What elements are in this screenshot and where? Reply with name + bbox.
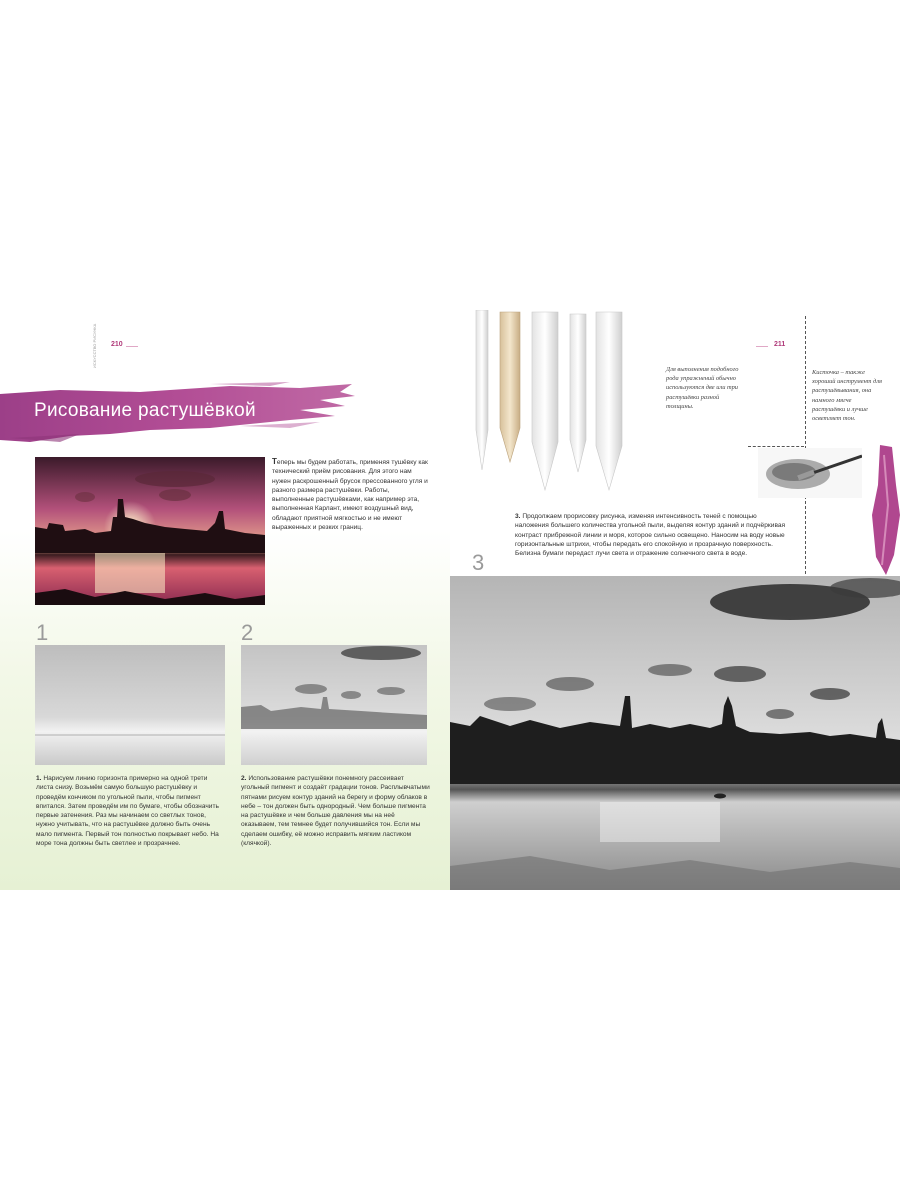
step-1-body: Нарисуем линию горизонта примерно на одной трети листа снизу. Возьмём самую большую растушёвку и проведём кончиком по угольной пыли, чтобы пигмент впитался. Затем проведём им по бумаге, чтобы обозначить первые затенения. Раз мы начинаем со светлых тонов, нужно учитывать, что на растушёвке должно быть очень мало пигмента. Первый тон полностью покрывает небо. На море тона должны быть светлее и прозрачнее. [36, 775, 219, 848]
step-1-number: 1 [36, 620, 49, 645]
step-3-label: 3. [515, 513, 521, 520]
stumps-note: Для выполнения подобного рода упражнений обычно используются две или три растушёвки разной толщины. [666, 366, 739, 410]
step-2-drawing [241, 645, 427, 765]
brush-note: Кисточка – также хороший инструмент для растушёвывания, она намного мягче растушёвки и лучше осветляет тон. [812, 369, 882, 423]
step-3-drawing [450, 576, 900, 890]
blending-stumps-illustration [462, 310, 642, 500]
step-2-text [241, 774, 431, 848]
step-2-body: Использование растушёвки понемногу рассеивает угольный пигмент и создаёт градации тонов. Расплывчатыми пятнами рисуем контур зданий на берегу и форму облаков в небе – тон должен быть однородный. Чем больше пигмента на растушёвке и чем больше давления мы на неё оказываем, тем темнее будет получившийся тон. Если мы сделаем ошибку, её можно исправить мягким ластиком (клячкой). [241, 775, 430, 848]
dashed-divider-vertical [805, 316, 806, 574]
step-1-text [36, 774, 226, 848]
sunset-photo [35, 457, 265, 605]
intro-paragraph [272, 457, 432, 532]
page-number-left: 210 [111, 341, 123, 348]
page-number-right: 211 [774, 341, 786, 348]
page-number-rule-right [756, 346, 768, 347]
intro-drop-cap: Т [272, 457, 277, 466]
step-3-number: 3 [472, 550, 485, 575]
side-meta: ИСКУССТВО РИСУНКА [92, 323, 97, 368]
dashed-divider-horizontal [748, 446, 804, 447]
page-title: Рисование растушёвкой [34, 400, 256, 421]
step-2-number: 2 [241, 620, 254, 645]
step-1-drawing [35, 645, 225, 765]
step-2-label: 2. [241, 775, 247, 782]
book-spread [0, 310, 900, 890]
pink-brush-accent [870, 445, 900, 575]
intro-text: еперь мы будем работать, применяя тушёвку как технический приём рисования. Для этого нам нужен раскрошенный брусок прессованного угля и разного размера растушёвки. Работы, выполненные растушёвками, как например эта, выполненная Карлант, имеют воздушный вид, обладают приятной мягкостью и не имеют выраженных и резких границ. [272, 459, 428, 532]
left-page [0, 310, 450, 890]
step-3-body: Продолжаем прорисовку рисунка, изменяя интенсивность теней с помощью наложения большего количества угольной пыли, выделяя контур зданий и подчёркивая контраст прибрежной линии и моря, которое сильно освещено. Наносим на воду новые горизонтальные штрихи, чтобы передать его спокойную и прозрачную поверхность. Белизна бумаги передаст лучи света и отражение солнечного света в воде. [515, 513, 786, 558]
step-3-text [515, 512, 787, 558]
page-number-rule [126, 346, 138, 347]
step-1-label: 1. [36, 775, 42, 782]
brush-swatch-image [758, 448, 862, 498]
